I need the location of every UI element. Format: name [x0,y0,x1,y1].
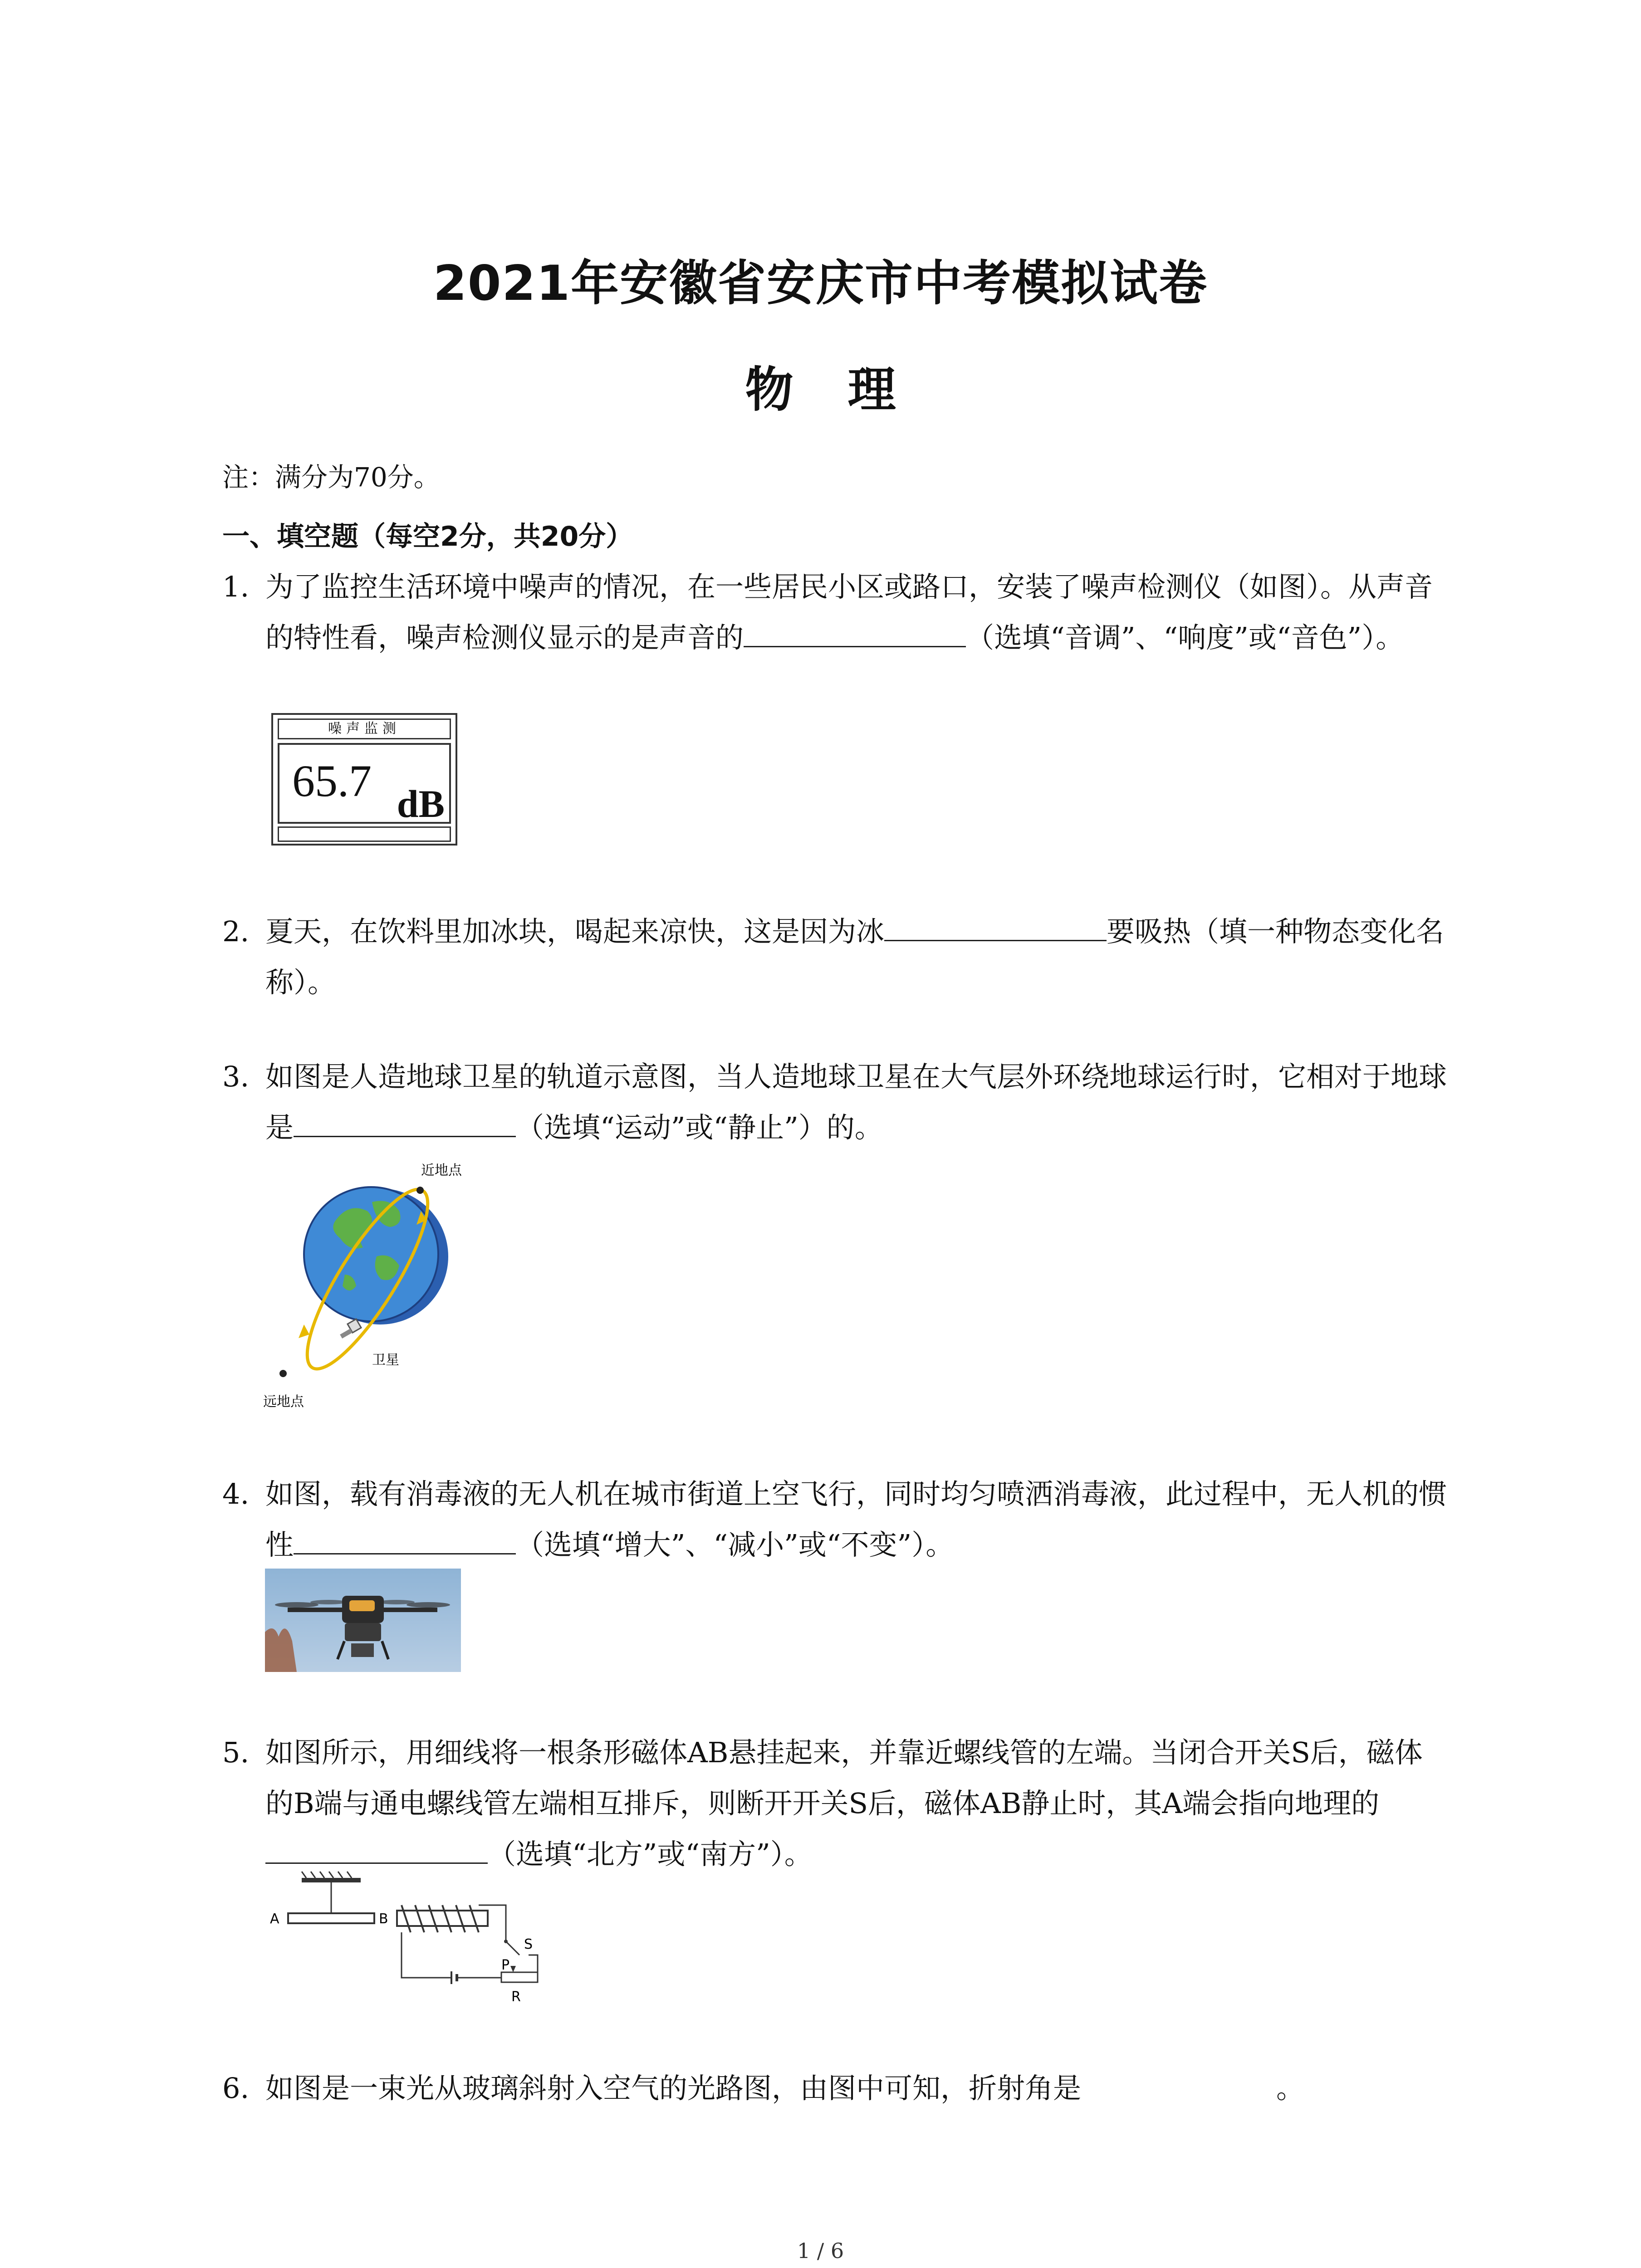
answer-blank[interactable] [265,1834,488,1864]
satellite-label: 卫星 [372,1352,399,1368]
question-text-end: 要吸热（填一种物态变化名称）。 [265,915,1445,999]
question-number: 3. [222,1060,250,1093]
question-2 [222,906,1447,1008]
question-text-end: （选填“北方”或“南方”）。 [488,1838,813,1871]
question-text: 为了监控生活环境中噪声的情况，在一些居民小区或路口，安装了噪声检测仪（如图）。从声音的特性看，噪声检测仪显示的是声音的 [265,570,1433,654]
question-text: 如图是人造地球卫星的轨道示意图，当人造地球卫星在大气层外环绕地球运行时，它相对于地球是 [265,1060,1447,1144]
perigee-point [416,1187,424,1194]
question-text: 如图所示，用细线将一根条形磁体AB悬挂起来，并靠近螺线管的左端。当闭合开关S后，磁体的B端与通电螺线管左端相互排斥，则断开开关S后，磁体AB静止时，其A端会指向地理的 [265,1736,1423,1820]
meter-value: 65.7 [292,756,372,806]
answer-blank[interactable] [294,1525,516,1554]
meter-header: 噪声监测 [278,719,451,739]
noise-meter-figure [271,713,457,846]
section-heading: 一、填空题（每空2分，共20分） [222,521,633,552]
question-3 [222,1051,1447,1153]
question-text-end: （选填“音调”、“响度”或“音色”）。 [966,621,1404,654]
orbit-arrow-icon [299,1325,309,1338]
question-4 [222,1469,1447,1570]
question-text: 夏天，在饮料里加冰块，喝起来凉快，这是因为冰 [265,915,885,948]
question-1 [222,562,1447,663]
document-title: 2021年安徽省安庆市中考模拟试卷 [433,255,1208,311]
rheostat-label: R [511,1989,521,2005]
question-number: 1. [222,570,250,603]
magnet-label-a: A [270,1911,279,1927]
magnet-circuit-figure [265,1869,565,2009]
ceiling-support [302,1878,361,1882]
question-number: 4. [222,1477,250,1510]
meter-screen [278,743,451,824]
question-text-end: （选填“运动”或“静止”）的。 [516,1111,883,1144]
question-text-end: （选填“增大”、“减小”或“不变”）。 [516,1528,954,1561]
answer-blank[interactable] [1081,2070,1276,2098]
page-number: 1 / 6 [797,2239,844,2263]
drone-photo [265,1569,461,1672]
apogee-point [279,1370,287,1377]
question-5 [222,1727,1447,1880]
rheostat-icon [501,1972,538,1982]
switch-label: S [524,1936,533,1952]
answer-blank[interactable] [294,1108,516,1137]
question-text: 如图是一束光从玻璃斜射入空气的光路图，由图中可知，折射角是 [265,2072,1082,2105]
answer-blank[interactable] [744,618,966,647]
question-number: 5. [222,1736,250,1769]
bar-magnet [288,1913,374,1923]
meter-unit: dB [397,782,445,826]
question-6 [222,2063,1447,2114]
switch-icon [506,1941,519,1955]
meter-footer [278,826,451,842]
question-number: 6. [222,2072,250,2105]
subject-title: 物理 [745,362,950,418]
question-text: 如图，载有消毒液的无人机在城市街道上空飞行，同时均匀喷洒消毒液，此过程中，无人机的惯性 [265,1477,1447,1561]
satellite-orbit-figure [263,1152,472,1424]
question-text-end: 。 [1276,2072,1305,2105]
apogee-label: 远地点 [263,1394,304,1410]
score-note: 注：满分为70分。 [222,462,440,493]
slider-label: P [501,1957,510,1973]
answer-blank[interactable] [884,912,1107,941]
perigee-label: 近地点 [421,1163,462,1178]
satellite-icon [340,1319,361,1339]
magnet-label-b: B [379,1911,388,1927]
question-number: 2. [222,915,250,948]
